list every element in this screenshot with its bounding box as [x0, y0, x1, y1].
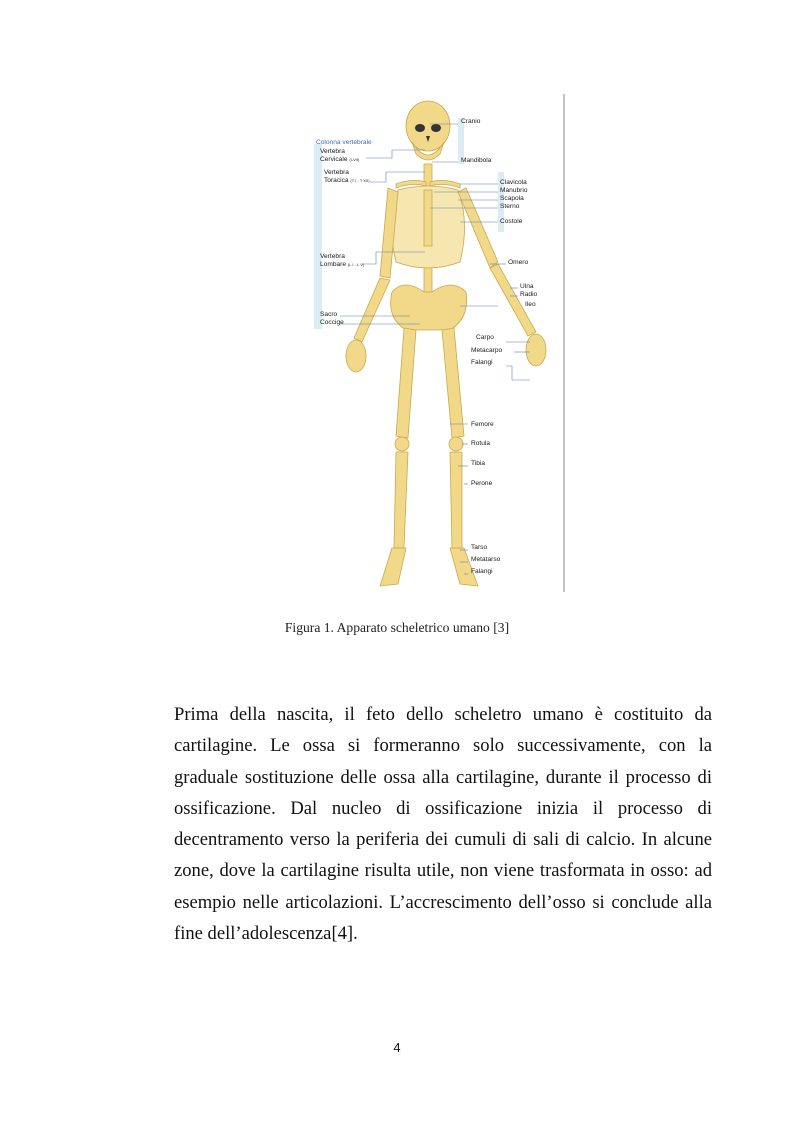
label-metacarpo: Metacarpo [471, 347, 503, 354]
label-vertebra-lombare-2: Lombare (L I - L V) [320, 261, 365, 268]
label-vertebra-lombare-1: Vertebra [320, 253, 345, 260]
label-radio: Radio [520, 291, 538, 298]
label-scapola: Scapola [500, 195, 524, 202]
label-ileo: Ileo [525, 301, 536, 308]
label-falangi-piede: Falangi [471, 568, 493, 575]
label-cranio: Cranio [461, 118, 481, 125]
label-falangi-mano: Falangi [471, 359, 493, 366]
label-manubrio: Manubrio [500, 187, 528, 194]
label-vertebra-cervicale-1: Vertebra [320, 148, 345, 155]
label-perone: Perone [471, 480, 493, 487]
label-clavicola: Clavicola [500, 179, 527, 186]
body-paragraph: Prima della nascita, il feto dello scheletro umano è costituito da cartilagine. Le ossa si formeranno solo successivamente, con la graduale sostituzione delle ossa alla cartilagine, durante il processo di ossificazione. Dal nucleo di ossificazione inizia il processo di decentramento verso la periferia dei cumuli di sali di calcio. In alcune zone, dove la cartilagine risulta utile, non viene trasformata in osso: ad esempio nelle articolazioni. L’accrescimento dell’osso si conclude alla fine dell’adolescenza[4]. [174, 704, 712, 945]
label-femore: Femore [471, 421, 494, 428]
label-sacro: Sacro [320, 311, 338, 318]
label-tarso: Tarso [471, 544, 488, 551]
label-ulna: Ulna [520, 283, 534, 290]
label-vertebra-cervicale-2: Cervicale (I-VII) [320, 156, 360, 163]
label-omero: Omero [508, 259, 529, 266]
label-costole: Costole [500, 218, 523, 225]
label-vertebra-toracica-1: Vertebra [324, 169, 349, 176]
label-tibia: Tibia [471, 460, 486, 467]
label-metatarso: Metatarso [471, 556, 501, 563]
body-paragraph-container [174, 699, 712, 949]
label-colonna-vertebrale: Colonna vertebrale [316, 139, 372, 146]
label-rotula: Rotula [471, 440, 491, 447]
page-number: 4 [393, 1040, 401, 1055]
label-sterno: Sterno [500, 203, 520, 210]
skeleton-figure [300, 92, 580, 597]
skeleton-illustration [300, 92, 580, 597]
label-coccige: Coccige [320, 319, 344, 326]
label-vertebra-toracica-2: Toracica (T I - T XII) [324, 177, 370, 184]
figure-caption: Figura 1. Apparato scheletrico umano [3] [284, 620, 510, 635]
label-carpo: Carpo [476, 334, 494, 341]
label-mandibola: Mandibola [461, 157, 492, 164]
